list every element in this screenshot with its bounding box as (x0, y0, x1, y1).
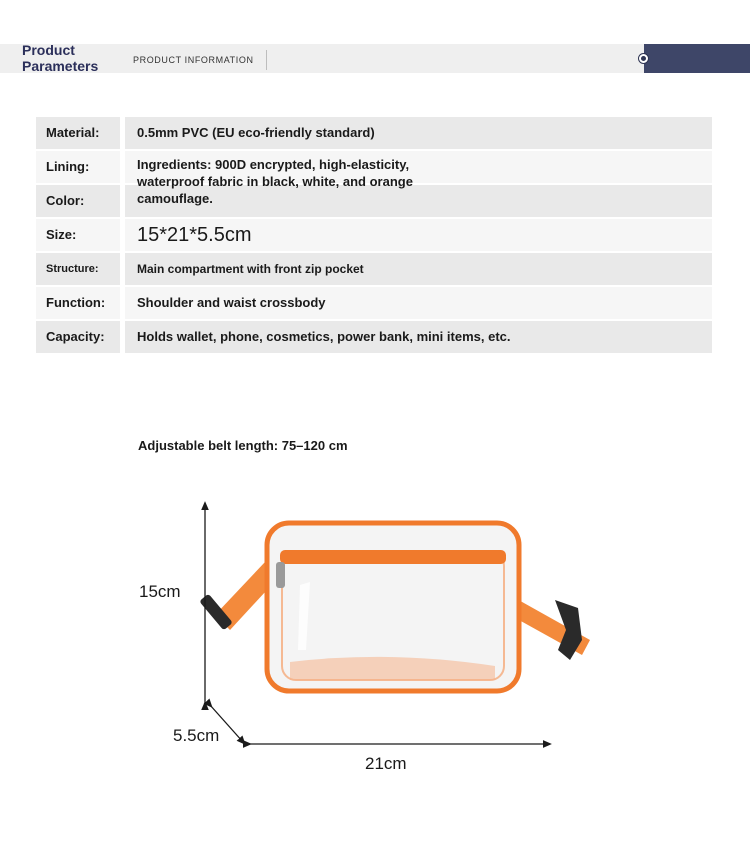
belt-length-note: Adjustable belt length: 75–120 cm (138, 438, 348, 453)
header-divider (266, 50, 267, 70)
param-value: Holds wallet, phone, cosmetics, power bank, mini items, etc. (125, 321, 712, 353)
section-title (22, 42, 98, 74)
param-label: Size: (36, 219, 120, 251)
param-row-size (36, 219, 712, 251)
header-dot-icon (639, 54, 648, 63)
param-row-material (36, 117, 712, 149)
param-label: Function: (36, 287, 120, 319)
section-subtitle: PRODUCT INFORMATION (133, 55, 254, 65)
section-title-line1: Product (22, 42, 75, 58)
param-label: Lining: (36, 151, 120, 183)
param-label: Structure: (36, 253, 120, 285)
height-label: 15cm (139, 582, 181, 601)
depth-label: 5.5cm (173, 726, 220, 745)
param-value: Shoulder and waist crossbody (125, 287, 712, 319)
param-row-structure (36, 253, 712, 285)
section-title-line2: Parameters (22, 58, 99, 74)
width-label: 21cm (365, 754, 407, 773)
param-row-capacity (36, 321, 712, 353)
parameters-table (36, 117, 712, 355)
bag-dimension-diagram (130, 490, 610, 760)
param-value: 0.5mm PVC (EU eco-friendly standard) (125, 117, 712, 149)
header-accent-bar (644, 44, 750, 73)
bag-zipper (280, 550, 506, 564)
param-row-function (36, 287, 712, 319)
lining-description: Ingredients: 900D encrypted, high-elasticity, waterproof fabric in black, white, and orange camouflage. (137, 157, 413, 206)
param-value: Main compartment with front zip pocket (125, 253, 712, 285)
param-label: Color: (36, 185, 120, 217)
param-value: 15*21*5.5cm (125, 219, 712, 251)
param-label: Capacity: (36, 321, 120, 353)
header-band (0, 44, 750, 73)
zipper-pull (276, 562, 285, 588)
param-label: Material: (36, 117, 120, 149)
